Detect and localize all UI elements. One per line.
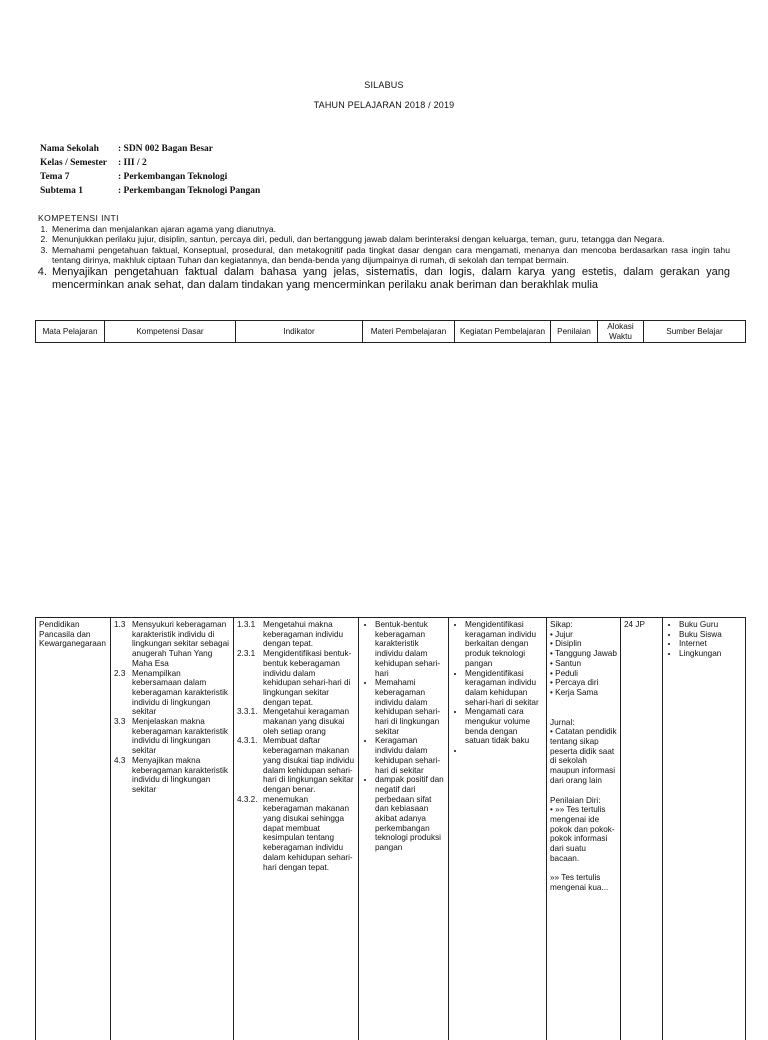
indikator-item (237, 649, 355, 707)
kd-item (114, 669, 230, 718)
spacer (550, 708, 617, 718)
indikator-text: menemukan keberagaman makanan yang disukai sehingga dapat membuat kesimpulan tentang keberagaman individu dalam kehidupan sehari-hari dengan tepat. (263, 795, 355, 873)
materi-item: • Memahami keberagaman individu dalam kehidupan sehari-hari di lingkungan sekitar (375, 678, 445, 736)
materi-item: • Keragaman individu dalam kehidupan sehari-hari di sekitar (375, 736, 445, 775)
sikap-item: • Jujur (550, 630, 617, 640)
identity-key: Nama Sekolah (40, 142, 118, 156)
sikap-item: • Santun (550, 659, 617, 669)
indikator-number: 1.3.1 (237, 620, 263, 649)
kegiatan-item: • Mengidentifikasi keragaman individu dalam kehidupan sehari-hari di sekitar (465, 669, 543, 708)
indikator-cell (234, 618, 359, 1040)
ki-item: 2. Menunjukkan perilaku jujur, disiplin, santun, percaya diri, peduli, dan bertanggung jawab dalam berinteraksi dengan keluarga, teman, guru, tetangga dan Negara. (50, 234, 730, 245)
tes-tertulis-text: »» Tes tertulis mengenai kua... (550, 873, 617, 892)
kegiatan-list (452, 620, 543, 756)
alokasi-cell (621, 618, 663, 1040)
sumber-item: • Buku Guru (679, 620, 742, 630)
identity-key: Subtema 1 (40, 184, 118, 198)
subject-text: Pendidikan Pancasila dan Kewarganegaraan (39, 620, 106, 648)
sikap-item: • Tanggung Jawab (550, 649, 617, 659)
indikator-item (237, 707, 355, 736)
sumber-cell (663, 618, 746, 1040)
identity-value: : SDN 002 Bagan Besar (118, 142, 213, 156)
kd-number: 1.3 (114, 620, 132, 669)
col-header: Alokasi Waktu (598, 321, 644, 343)
kd-text: Menyajikan makna keberagaman karakteristik individu di lingkungan sekitar (132, 756, 230, 795)
kompetensi-inti (38, 213, 730, 292)
kd-cell (111, 618, 234, 1040)
kd-text: Menampilkan kebersamaan dalam keberagaman karakteristik individu di lingkungan sekitar (132, 669, 230, 718)
col-header: Kegiatan Pembelajaran (455, 321, 551, 343)
table-header-row (36, 321, 746, 343)
identity-key: Kelas / Semester (40, 156, 118, 170)
col-header: Materi Pembelajaran (363, 321, 455, 343)
subject-cell (36, 618, 111, 1040)
identity-row (40, 170, 260, 184)
kd-number: 4.3 (114, 756, 132, 795)
kd-item (114, 620, 230, 669)
ki-item: 4. Menyajikan pengetahuan faktual dalam bahasa yang jelas, sistematis, dan logis, dalam karya yang estetis, dalam gerakan yang mencerminkan anak sehat, dan dalam tindakan yang mencerminkan perilaku anak beriman dan berakhlak mulia (50, 266, 730, 292)
kd-number: 3.3 (114, 717, 132, 756)
alokasi-value: 24 JP (624, 620, 645, 629)
spacer (550, 786, 617, 796)
syllabus-body-table (35, 617, 746, 1040)
identity-key: Tema 7 (40, 170, 118, 184)
col-header: Mata Pelajaran (36, 321, 105, 343)
indikator-number: 3.3.1. (237, 707, 263, 736)
document-title: SILABUS (0, 80, 768, 90)
identity-value: : III / 2 (118, 156, 147, 170)
kompetensi-inti-list (38, 224, 730, 292)
penilaian-diri-label: Penilaian Diri: (550, 796, 617, 806)
indikator-number: 4.3.2. (237, 795, 263, 873)
kegiatan-item: • Mengidentifikasi keragaman individu berkaitan dengan produk teknologi pangan (465, 620, 543, 669)
sikap-item: • Peduli (550, 669, 617, 679)
indikator-text: Mengetahui keragaman makanan yang disukai oleh setiap orang (263, 707, 355, 736)
identity-row (40, 156, 260, 170)
identity-row (40, 184, 260, 198)
indikator-text: Mengetahui makna keberagaman individu dengan tepat. (263, 620, 355, 649)
penilaian-diri-text: • »» Tes tertulis mengenai ide pokok dan pokok-pokok informasi dari suatu bacaan. (550, 805, 617, 863)
kd-item (114, 756, 230, 795)
ki-item: 3. Memahami pengetahuan faktual, Konseptual, prosedural, dan metakognitif pada tingkat dasar dengan cara mengamati, menanya dan mencoba berdasarkan rasa ingin tahu tentang dirinya, makhluk ciptaan Tuhan dan kegiatannya, dan benda-benda yang dijumpainya di rumah, di sekolah dan tempat bermain. (50, 245, 730, 266)
kd-item (114, 717, 230, 756)
indikator-text: Mengidentifikasi bentuk-bentuk keberagaman individu dalam kehidupan sehari-hari di lingkungan sekitar dengan tepat. (263, 649, 355, 707)
kegiatan-item: • Mengamati cara mengukur volume benda dengan satuan tidak baku (465, 707, 543, 746)
sumber-item: • Internet (679, 639, 742, 649)
syllabus-header-table (35, 320, 746, 343)
identity-row (40, 142, 260, 156)
kd-number: 2.3 (114, 669, 132, 718)
sumber-item: • Lingkungan (679, 649, 742, 659)
penilaian-cell (547, 618, 621, 1040)
school-identity (40, 142, 260, 198)
ki-item: 1. Menerima dan menjalankan ajaran agama yang dianutnya. (50, 224, 730, 235)
sumber-item: • Buku Siswa (679, 630, 742, 640)
materi-item: • Bentuk-bentuk keberagaman karakteristik individu dalam kehidupan sehari-hari (375, 620, 445, 678)
indikator-number: 2.3.1 (237, 649, 263, 707)
sikap-item: • Disiplin (550, 639, 617, 649)
materi-item: • dampak positif dan negatif dari perbedaan sifat dan kebiasaan akibat adanya perkembangan teknologi produksi pangan (375, 775, 445, 853)
indikator-text: Membuat daftar keberagaman makanan yang disukai tiap individu dalam kehidupan sehari-hari di lingkungan sekitar dengan benar. (263, 736, 355, 794)
jurnal-label: Jurnal: (550, 718, 617, 728)
indikator-item (237, 736, 355, 794)
kegiatan-cell (449, 618, 547, 1040)
table-row (36, 618, 746, 1040)
indikator-item (237, 795, 355, 873)
jurnal-text: • Catatan pendidik tentang sikap peserta didik saat di sekolah maupun informasi dari orang lain (550, 727, 617, 785)
identity-value: : Perkembangan Teknologi (118, 170, 227, 184)
sikap-item: • Kerja Sama (550, 688, 617, 698)
identity-value: : Perkembangan Teknologi Pangan (118, 184, 260, 198)
kompetensi-inti-heading: KOMPETENSI INTI (38, 213, 730, 224)
spacer (550, 863, 617, 873)
sikap-item: • Percaya diri (550, 678, 617, 688)
col-header: Kompetensi Dasar (105, 321, 236, 343)
indikator-item (237, 620, 355, 649)
materi-cell (359, 618, 449, 1040)
sumber-list (666, 620, 742, 659)
spacer (550, 698, 617, 708)
kd-text: Mensyukuri keberagaman karakteristik individu di lingkungan sekitar sebagai anugerah Tuhan Yang Maha Esa (132, 620, 230, 669)
materi-list (362, 620, 445, 853)
kd-text: Menjelaskan makna keberagaman karakteristik individu di lingkungan sekitar (132, 717, 230, 756)
academic-year: TAHUN PELAJARAN 2018 / 2019 (0, 100, 768, 110)
kegiatan-item (465, 746, 543, 756)
col-header: Penilaian (551, 321, 598, 343)
col-header: Indikator (236, 321, 363, 343)
sikap-label: Sikap: (550, 620, 617, 630)
col-header: Sumber Belajar (644, 321, 746, 343)
indikator-number: 4.3.1. (237, 736, 263, 794)
